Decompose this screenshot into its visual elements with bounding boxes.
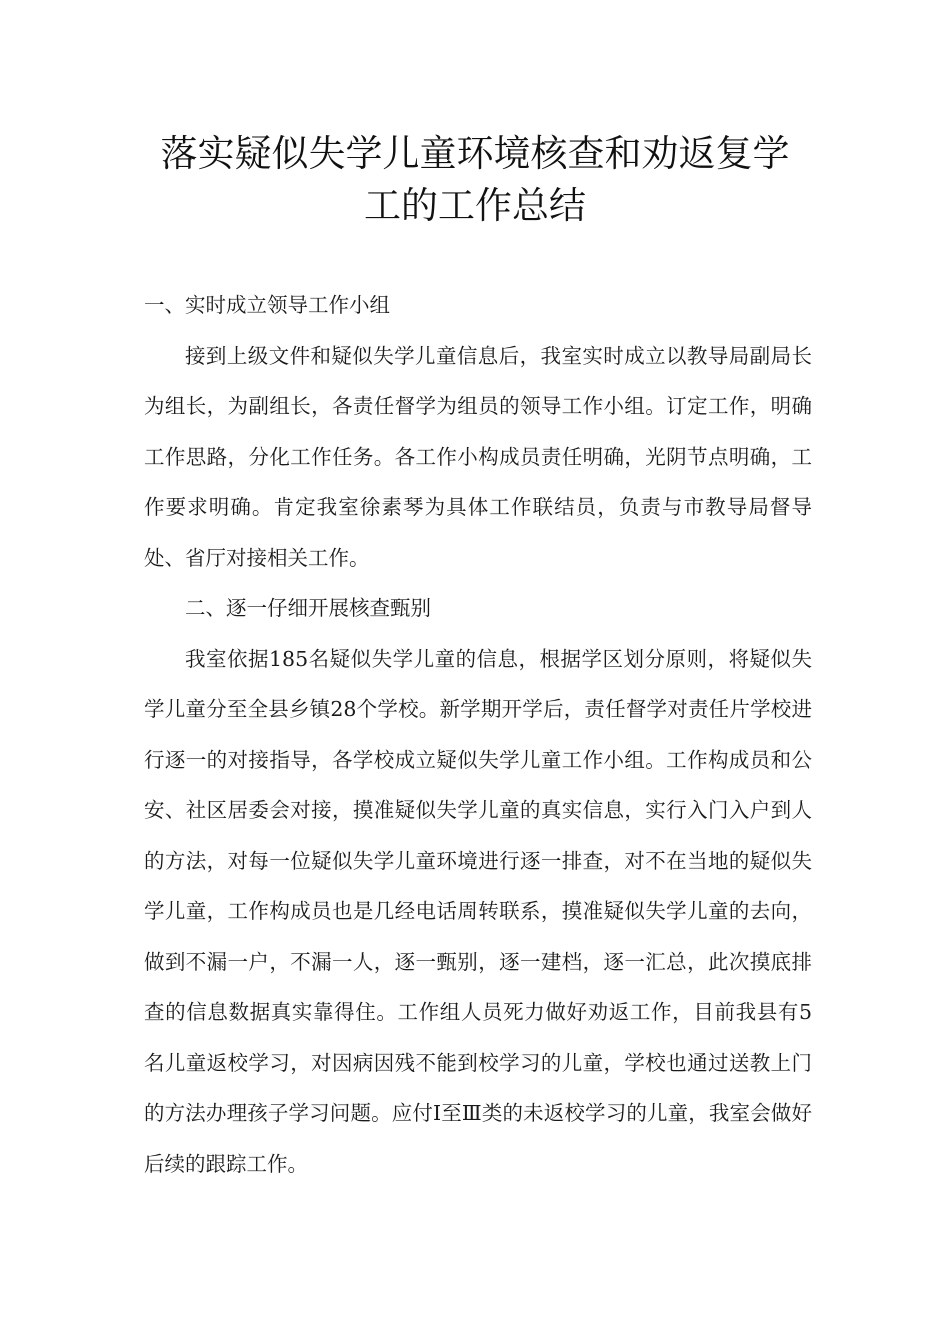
- section-2-paragraph: 我室依据185名疑似失学儿童的信息，根据学区划分原则，将疑似失学儿童分至全县乡镇28个学校。新学期开学后，责任督学对责任片学校进行逐一的对接指导，各学校成立疑似失学儿童工作小组。工作构成员和公安、社区居委会对接，摸准疑似失学儿童的真实信息，实行入门入户到人的方法，对每一位疑似失学儿童环境进行逐一排查，对不在当地的疑似失学儿童，工作构成员也是几经电话周转联系，摸准疑似失学儿童的去向，做到不漏一户，不漏一人，逐一甄别，逐一建档，逐一汇总，此次摸底排查的信息数据真实靠得住。工作组人员死力做好劝返工作，目前我县有5名儿童返校学习，对因病因残不能到校学习的儿童，学校也通过送教上门的方法办理孩子学习问题。应付Ⅰ至Ⅲ类的未返校学习的儿童，我室会做好后续的跟踪工作。: [144, 646, 812, 1176]
- section-1-paragraph: 接到上级文件和疑似失学儿童信息后，我室实时成立以教导局副局长为组长，为副组长，各责任督学为组员的领导工作小组。订定工作，明确工作思路，分化工作任务。各工作小构成员责任明确，光阴节点明确，工作要求明确。肯定我室徐素琴为具体工作联结员，负责与市教导局督导处、省厅对接相关工作。: [144, 343, 812, 570]
- title-line-2: 工的工作总结: [364, 184, 586, 227]
- section-2-heading: 二、逐一仔细开展核查甄别: [185, 596, 431, 620]
- section-1-heading: 一、实时成立领导工作小组: [144, 293, 390, 317]
- document-body: [144, 280, 812, 1189]
- document-title: [100, 128, 850, 232]
- title-line-1: 落实疑似失学儿童环境核查和劝返复学: [160, 132, 790, 175]
